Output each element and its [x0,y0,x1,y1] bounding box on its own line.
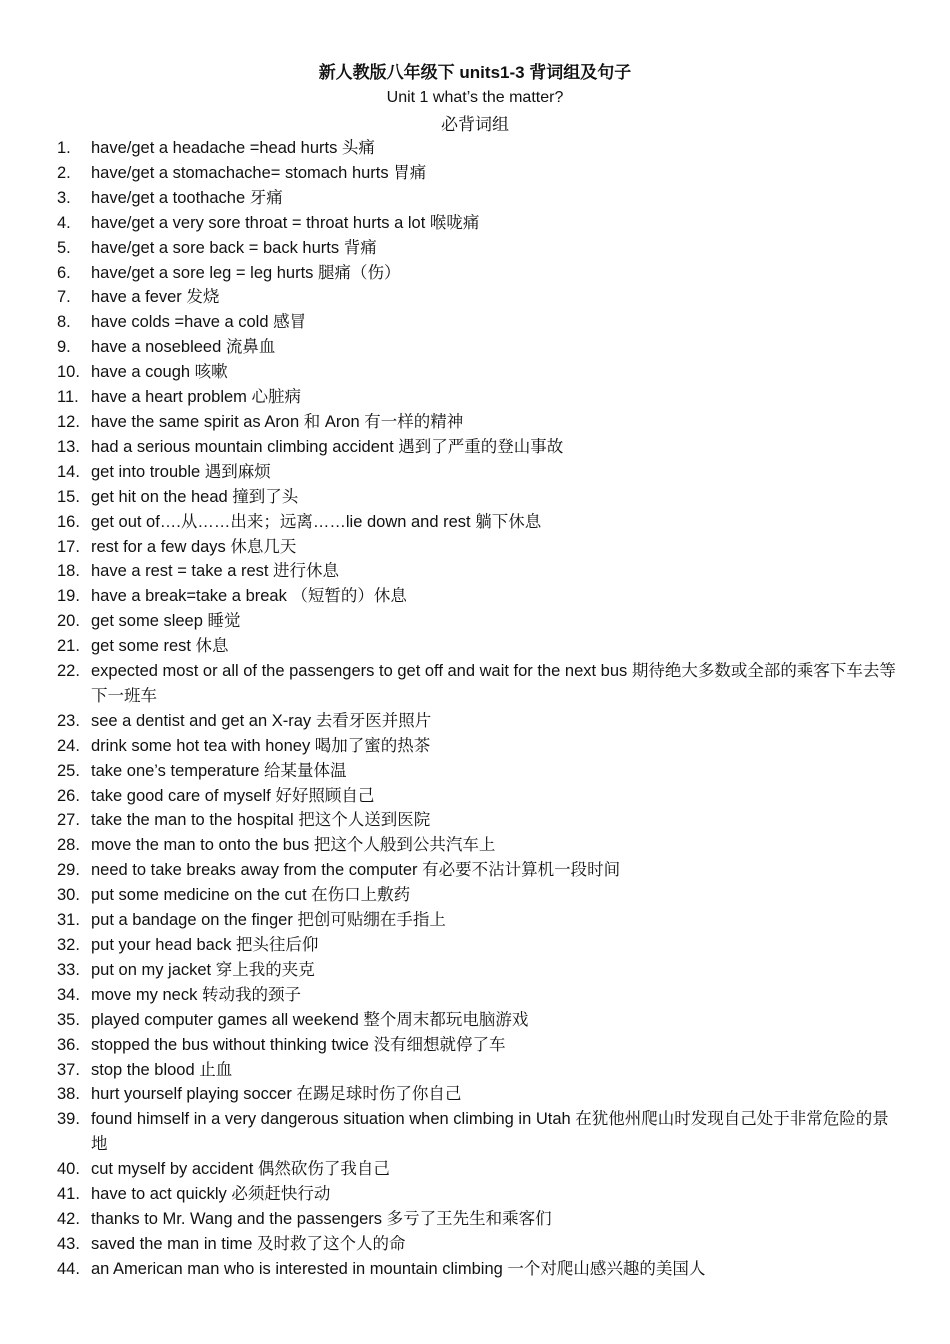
list-item-number: 13. [57,437,80,456]
list-item-text: get into trouble 遇到麻烦 [91,462,271,481]
list-item-number: 6. [57,263,71,282]
unit-title: Unit 1 what’s the matter? [386,89,564,106]
list-item [0,933,950,958]
list-item-number: 7. [57,288,71,307]
list-item-number: 17. [57,537,80,556]
list-item [0,908,950,933]
list-item-number: 36. [57,1035,80,1054]
list-item-text: have a fever 发烧 [91,288,220,307]
list-item [0,360,950,385]
list-item [0,1207,950,1232]
list-item-text: have/get a sore leg = leg hurts 腿痛（伤） [91,263,401,282]
list-item [0,759,950,784]
list-item [0,285,950,310]
list-item-number: 24. [57,736,80,755]
list-item [0,1182,950,1207]
list-item-text: found himself in a very dangerous situation when climbing in Utah 在犹他州爬山时发现自己处于非常危险的景地 [91,1110,889,1154]
list-item-number: 18. [57,562,80,581]
list-item-text: put on my jacket 穿上我的夹克 [91,960,315,979]
list-item [0,510,950,535]
list-item-text: have a rest = take a rest 进行休息 [91,562,340,581]
list-item-text: put some medicine on the cut 在伤口上敷药 [91,886,411,905]
list-item-number: 41. [57,1185,80,1204]
list-item [0,1008,950,1033]
list-item-text: take one’s temperature 给某量体温 [91,761,347,780]
list-item [0,858,950,883]
list-item-number: 35. [57,1010,80,1029]
list-item-text: rest for a few days 休息几天 [91,537,297,556]
list-item-text: have a nosebleed 流鼻血 [91,338,276,357]
list-item [0,1033,950,1058]
list-item [0,1232,950,1257]
list-item-text: need to take breaks away from the computer 有必要不沾计算机一段时间 [91,861,621,880]
list-item-text: move my neck 转动我的颈子 [91,985,301,1004]
list-item-number: 39. [57,1110,80,1129]
list-item-text: have a break=take a break （短暂的）休息 [91,587,407,606]
list-item-number: 25. [57,761,80,780]
page-title: 新人教版八年级下 units1-3 背词组及句子 [318,63,632,82]
list-item [0,584,950,609]
list-item [0,1257,950,1282]
list-item-number: 42. [57,1209,80,1228]
phrase-list [0,136,950,1282]
list-item-text: hurt yourself playing soccer 在踢足球时伤了你自己 [91,1085,462,1104]
list-item [0,559,950,584]
section-title: 必背词组 [441,115,509,134]
list-item-text: have a heart problem 心脏病 [91,388,302,407]
list-item [0,335,950,360]
list-item-text: move the man to onto the bus 把这个人般到公共汽车上 [91,836,496,855]
list-item [0,261,950,286]
list-item-number: 23. [57,711,80,730]
list-item-number: 22. [57,662,80,681]
list-item-text: have/get a very sore throat = throat hurts a lot 喉咙痛 [91,213,480,232]
list-item [0,659,950,709]
list-item-text: get some rest 休息 [91,637,229,656]
list-item [0,709,950,734]
list-item-number: 40. [57,1160,80,1179]
list-item-number: 15. [57,487,80,506]
list-item-text: put your head back 把头往后仰 [91,936,319,954]
list-item-number: 37. [57,1060,80,1079]
list-item-number: 11. [57,388,79,407]
list-item-number: 34. [57,985,80,1004]
list-item [0,634,950,659]
list-item [0,310,950,335]
list-item-text: drink some hot tea with honey 喝加了蜜的热茶 [91,736,431,755]
list-item-text: see a dentist and get an X-ray 去看牙医并照片 [91,711,432,730]
list-item-number: 4. [57,213,71,232]
list-item [0,435,950,460]
list-item-number: 2. [57,163,71,182]
list-item-text: have/get a stomachache= stomach hurts 胃痛 [91,163,427,182]
list-item-number: 44. [57,1259,80,1278]
list-item-number: 3. [57,188,71,207]
list-item [0,1157,950,1182]
list-item-number: 43. [57,1234,80,1253]
list-item-number: 1. [57,139,71,157]
list-item-number: 8. [57,313,71,332]
list-item-number: 12. [57,412,80,431]
list-item [0,161,950,186]
list-item [0,958,950,983]
list-item-text: get some sleep 睡觉 [91,612,241,631]
list-item-number: 19. [57,587,80,606]
list-item-text: an American man who is interested in mountain climbing 一个对爬山感兴趣的美国人 [91,1259,706,1278]
list-item-number: 29. [57,861,80,880]
list-item-text: have a cough 咳嗽 [91,363,228,382]
list-item-number: 38. [57,1085,80,1104]
list-item [0,385,950,410]
list-item-text: take good care of myself 好好照顾自己 [91,786,375,805]
list-item-text: have/get a headache =head hurts 头痛 [91,139,375,157]
list-item-number: 32. [57,936,80,954]
list-item [0,609,950,634]
list-item-text: have to act quickly 必须赶快行动 [91,1185,331,1204]
list-item [0,1107,950,1157]
list-item-text: expected most or all of the passengers to get off and wait for the next bus 期待绝大多数或全部的乘客下车去等下一班车 [91,662,896,705]
list-item [0,883,950,908]
list-item-number: 31. [57,911,80,930]
list-item [0,734,950,759]
list-item-number: 26. [57,786,80,805]
list-item-text: have colds =have a cold 感冒 [91,313,307,332]
list-item [0,136,950,161]
list-item [0,211,950,236]
list-item-number: 27. [57,811,80,830]
list-item-text: take the man to the hospital 把这个人送到医院 [91,811,431,830]
list-item-text: stop the blood 止血 [91,1060,233,1079]
list-item-number: 9. [57,338,71,357]
list-item [0,784,950,809]
list-item [0,410,950,435]
list-item-number: 10. [57,363,80,382]
list-item-number: 30. [57,886,80,905]
list-item-text: played computer games all weekend 整个周末都玩电脑游戏 [91,1010,529,1029]
list-item-text: get hit on the head 撞到了头 [91,487,299,506]
list-item [0,808,950,833]
list-item-text: get out of….从……出来；远离……lie down and rest 躺下休息 [91,512,542,531]
list-item-text: have the same spirit as Aron 和 Aron 有一样的精神 [91,412,464,431]
list-item [0,833,950,858]
list-item [0,485,950,510]
list-item [0,535,950,560]
list-item-text: have/get a toothache 牙痛 [91,188,283,207]
list-item [0,236,950,261]
list-item [0,460,950,485]
list-item-number: 14. [57,462,80,481]
list-item-number: 20. [57,612,80,631]
list-item-text: had a serious mountain climbing accident 遇到了严重的登山事故 [91,437,564,456]
list-item-text: stopped the bus without thinking twice 没有细想就停了车 [91,1035,506,1054]
list-item [0,1058,950,1083]
list-item [0,983,950,1008]
list-item-text: thanks to Mr. Wang and the passengers 多亏了王先生和乘客们 [91,1209,552,1228]
list-item-number: 5. [57,238,71,257]
list-item-text: have/get a sore back = back hurts 背痛 [91,238,377,257]
list-item-number: 28. [57,836,80,855]
list-item-number: 21. [57,637,80,656]
list-item-number: 16. [57,512,80,531]
list-item [0,186,950,211]
list-item-text: saved the man in time 及时救了这个人的命 [91,1234,406,1253]
list-item [0,1082,950,1107]
list-item-text: cut myself by accident 偶然砍伤了我自己 [91,1160,390,1179]
list-item-number: 33. [57,960,80,979]
list-item-text: put a bandage on the finger 把创可贴绷在手指上 [91,911,446,930]
